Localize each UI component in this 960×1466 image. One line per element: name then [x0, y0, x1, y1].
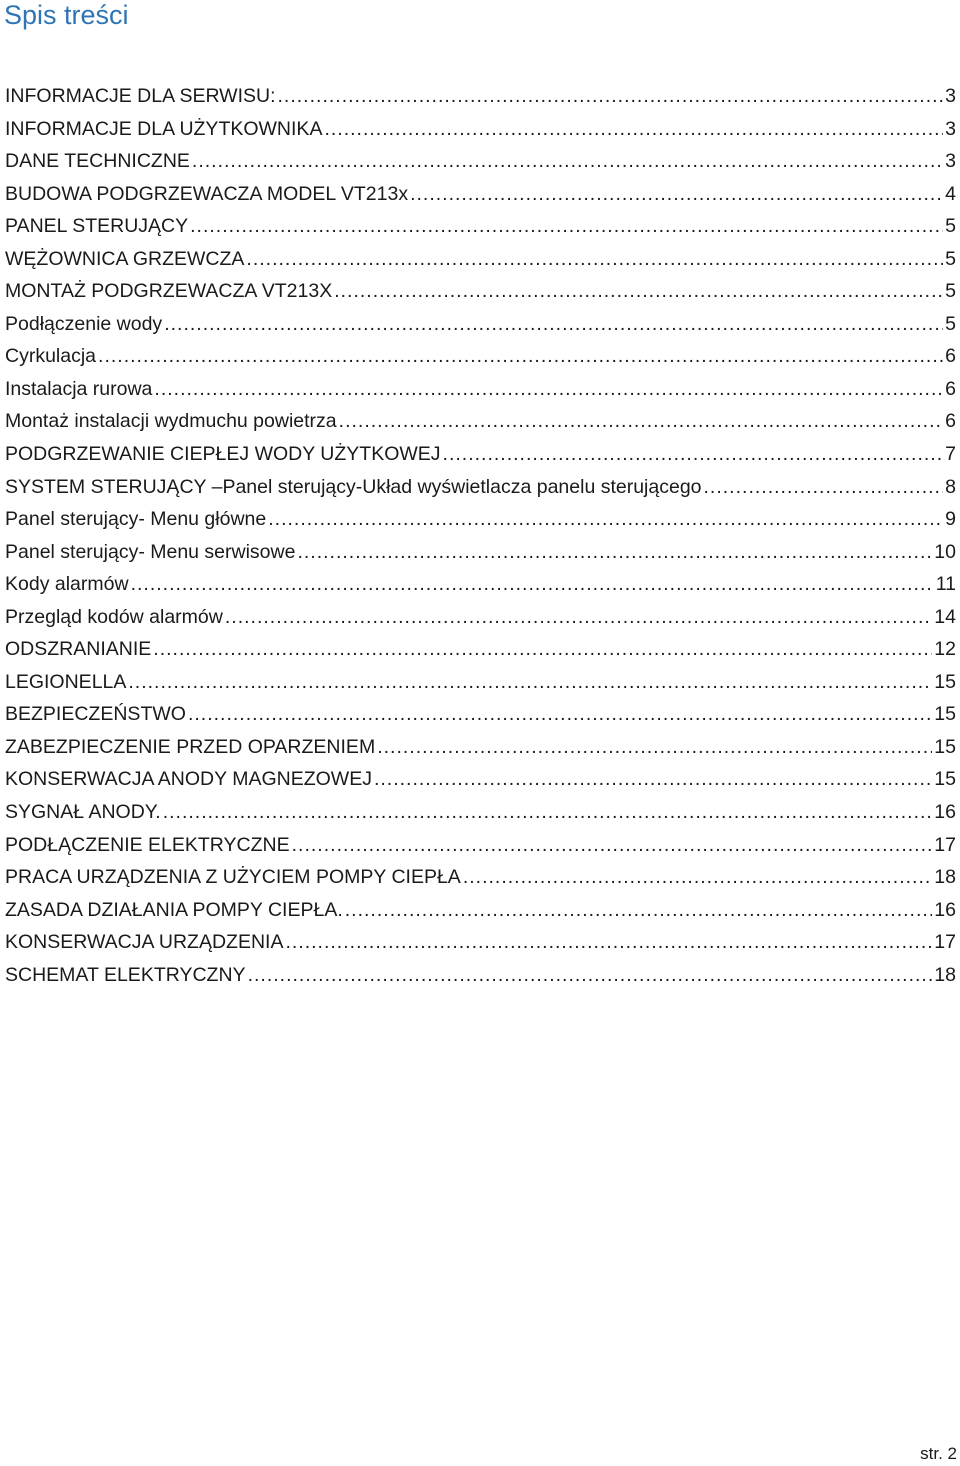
toc-dot-leader	[324, 113, 943, 146]
toc-entry-label[interactable]: PANEL STERUJĄCY	[5, 215, 189, 238]
toc-entry[interactable]	[5, 503, 959, 536]
toc-entry[interactable]	[5, 861, 959, 894]
toc-entry-label[interactable]: SYSTEM STERUJĄCY –Panel sterujący-Układ wyświetlacza panelu sterującego	[5, 475, 702, 498]
toc-dot-leader	[278, 80, 944, 113]
toc-entry[interactable]	[5, 113, 959, 146]
toc-entry[interactable]	[5, 536, 959, 569]
toc-dot-leader	[154, 373, 943, 406]
toc-entry[interactable]	[5, 829, 959, 862]
toc-entry-label[interactable]: KONSERWACJA ANODY MAGNEZOWEJ	[5, 768, 372, 791]
toc-entry-page-number[interactable]: 9	[945, 508, 956, 531]
toc-entry[interactable]	[5, 80, 959, 113]
toc-entry-label[interactable]: Kody alarmów	[5, 573, 129, 596]
toc-dot-leader	[248, 959, 933, 992]
toc-entry-page-number[interactable]: 15	[934, 735, 956, 758]
toc-entry-page-number[interactable]: 10	[934, 540, 956, 563]
toc-dot-leader	[292, 829, 933, 862]
toc-dot-leader	[98, 340, 943, 373]
toc-dot-leader	[443, 438, 944, 471]
toc-entry-label[interactable]: BEZPIECZEŃSTWO	[5, 703, 186, 726]
toc-entry-label[interactable]: ZASADA DZIAŁANIA POMPY CIEPŁA.	[5, 898, 343, 921]
toc-entry-page-number[interactable]: 16	[934, 898, 956, 921]
toc-entry-label[interactable]: INFORMACJE DLA SERWISU:	[5, 85, 276, 107]
toc-dot-leader	[334, 275, 943, 308]
toc-entry-label[interactable]: WĘŻOWNICA GRZEWCZA	[5, 247, 245, 270]
toc-entry-label[interactable]: PRACA URZĄDZENIA Z UŻYCIEM POMPY CIEPŁA	[5, 866, 461, 889]
toc-entry-page-number[interactable]: 15	[934, 768, 956, 791]
toc-dot-leader	[128, 666, 932, 699]
page-title: Spis treści	[4, 0, 129, 30]
toc-entry-page-number[interactable]: 17	[934, 931, 956, 954]
toc-entry[interactable]	[5, 438, 959, 471]
toc-entry[interactable]	[5, 796, 959, 829]
toc-entry-page-number[interactable]: 7	[945, 443, 956, 466]
toc-entry-page-number[interactable]: 15	[934, 703, 956, 726]
toc-entry-label[interactable]: Podłączenie wody	[5, 312, 163, 335]
toc-entry-page-number[interactable]: 12	[934, 638, 956, 661]
toc-dot-leader	[164, 308, 943, 341]
toc-entry-page-number[interactable]: 5	[945, 247, 956, 270]
toc-dot-leader	[246, 243, 943, 276]
toc-entry-label[interactable]: Panel sterujący- Menu serwisowe	[5, 540, 296, 563]
toc-entry-label[interactable]: LEGIONELLA	[5, 670, 127, 693]
table-of-contents	[5, 80, 959, 991]
toc-entry[interactable]	[5, 763, 959, 796]
toc-entry[interactable]	[5, 926, 959, 959]
toc-entry-page-number[interactable]: 5	[945, 215, 956, 238]
toc-entry-page-number[interactable]: 3	[945, 150, 956, 173]
toc-dot-leader	[163, 796, 933, 829]
toc-entry[interactable]	[5, 210, 959, 243]
toc-entry-page-number[interactable]: 6	[945, 377, 956, 400]
toc-entry-label[interactable]: ODSZRANIANIE	[5, 638, 152, 661]
toc-entry[interactable]	[5, 959, 959, 992]
toc-entry-page-number[interactable]: 18	[934, 963, 956, 986]
toc-entry-page-number[interactable]: 15	[934, 670, 956, 693]
toc-entry-label[interactable]: ZABEZPIECZENIE PRZED OPARZENIEM	[5, 735, 376, 758]
toc-dot-leader	[297, 536, 932, 569]
toc-entry-label[interactable]: SCHEMAT ELEKTRYCZNY	[5, 963, 246, 986]
toc-entry[interactable]	[5, 405, 959, 438]
toc-entry[interactable]	[5, 666, 959, 699]
toc-entry[interactable]	[5, 373, 959, 406]
toc-entry-page-number[interactable]: 3	[945, 85, 956, 107]
toc-dot-leader	[192, 145, 943, 178]
toc-entry-page-number[interactable]: 14	[934, 605, 956, 628]
toc-dot-leader	[704, 471, 944, 504]
toc-entry[interactable]	[5, 275, 959, 308]
toc-entry[interactable]	[5, 731, 959, 764]
toc-entry-label[interactable]: Przegląd kodów alarmów	[5, 605, 223, 628]
toc-entry-label[interactable]: MONTAŻ PODGRZEWACZA VT213X	[5, 280, 333, 303]
toc-entry-page-number[interactable]: 6	[945, 410, 956, 433]
toc-entry-page-number[interactable]: 6	[945, 345, 956, 368]
toc-entry[interactable]	[5, 243, 959, 276]
toc-entry[interactable]	[5, 894, 959, 927]
toc-entry-page-number[interactable]: 16	[934, 801, 956, 824]
toc-entry[interactable]	[5, 340, 959, 373]
toc-entry[interactable]	[5, 471, 959, 504]
toc-dot-leader	[153, 633, 932, 666]
toc-dot-leader	[345, 894, 933, 927]
toc-dot-leader	[190, 210, 943, 243]
toc-dot-leader	[339, 405, 943, 438]
toc-entry[interactable]	[5, 308, 959, 341]
toc-entry-label[interactable]: Panel sterujący- Menu główne	[5, 508, 267, 531]
toc-dot-leader	[268, 503, 943, 536]
toc-entry-label[interactable]: SYGNAŁ ANODY.	[5, 801, 161, 824]
toc-entry-page-number[interactable]: 4	[945, 182, 956, 205]
toc-entry[interactable]	[5, 145, 959, 178]
toc-dot-leader	[463, 861, 932, 894]
toc-entry-label[interactable]: INFORMACJE DLA UŻYTKOWNIKA	[5, 117, 323, 140]
toc-entry-page-number[interactable]: 11	[935, 573, 956, 596]
toc-entry-label[interactable]: PODŁĄCZENIE ELEKTRYCZNE	[5, 833, 290, 856]
toc-dot-leader	[225, 601, 932, 634]
toc-entry-page-number[interactable]: 5	[945, 280, 956, 303]
toc-entry-label[interactable]: BUDOWA PODGRZEWACZA MODEL VT213x	[5, 182, 409, 205]
toc-entry-page-number[interactable]: 18	[934, 866, 956, 889]
toc-entry-label[interactable]: KONSERWACJA URZĄDZENIA	[5, 931, 284, 954]
toc-dot-leader	[377, 731, 932, 764]
page-number-footer: str. 2	[920, 1444, 957, 1463]
toc-dot-leader	[285, 926, 932, 959]
toc-entry-label[interactable]: Cyrkulacja	[5, 345, 97, 368]
toc-entry-page-number[interactable]: 17	[934, 833, 956, 856]
toc-entry-page-number[interactable]: 3	[945, 117, 956, 140]
toc-entry-label[interactable]: Montaż instalacji wydmuchu powietrza	[5, 410, 337, 433]
toc-entry-label[interactable]: PODGRZEWANIE CIEPŁEJ WODY UŻYTKOWEJ	[5, 443, 441, 466]
toc-entry[interactable]	[5, 178, 959, 211]
toc-entry[interactable]	[5, 568, 959, 601]
toc-entry-label[interactable]: DANE TECHNICZNE	[5, 150, 190, 173]
toc-dot-leader	[188, 698, 932, 731]
toc-entry-label[interactable]: Instalacja rurowa	[5, 377, 153, 400]
toc-entry-page-number[interactable]: 8	[945, 475, 956, 498]
toc-dot-leader	[410, 178, 943, 211]
toc-entry[interactable]	[5, 698, 959, 731]
toc-entry[interactable]	[5, 633, 959, 666]
toc-dot-leader	[374, 763, 932, 796]
toc-entry[interactable]	[5, 601, 959, 634]
toc-entry-page-number[interactable]: 5	[945, 312, 956, 335]
toc-dot-leader	[131, 568, 934, 601]
